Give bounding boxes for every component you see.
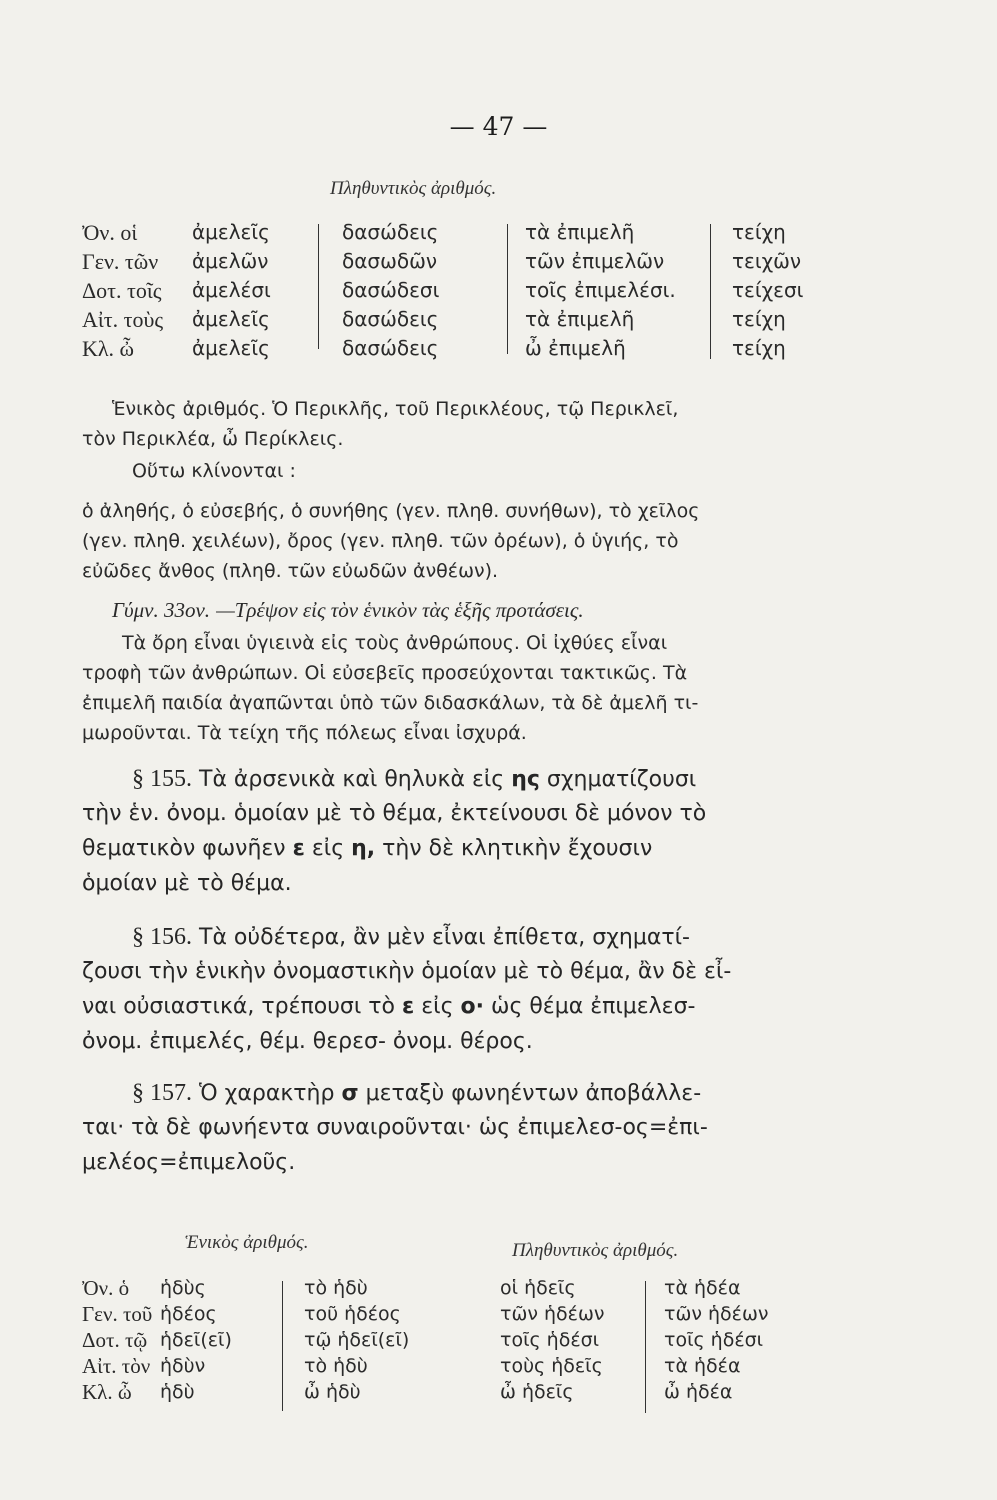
text-span: Ὁ χαρακτὴρ <box>199 1081 335 1106</box>
masculine-column <box>192 218 271 363</box>
exercise-instruction: —Τρέψον εἰς τὸν ἑνικὸν τὰς ἑξῆς προτάσεις. <box>216 598 584 622</box>
text-span: τὴν δὲ κλητικὴν ἔχουσιν <box>382 836 653 861</box>
text-line: μωροῦνται. Τὰ τείχη τῆς πόλεως εἶναι ἰσχυρά. <box>82 722 527 744</box>
vowel-highlight: ε <box>292 836 305 861</box>
table-cell: ἀμελεῖς <box>192 220 270 244</box>
plural-heading: Πληθυντικὸς ἀριθμός. <box>330 178 497 199</box>
table-cell: τῶν ἡδέων <box>500 1303 605 1325</box>
case-label: Κλ. ὦ <box>82 336 135 361</box>
text-line: τὸν Περικλέα, ὦ Περίκλεις. <box>82 428 344 450</box>
table-cell: ὦ ἡδεῖς <box>500 1381 574 1403</box>
table-cell: τοῖς ἡδέσι <box>664 1329 764 1351</box>
table-cell: τείχη <box>732 220 786 244</box>
column-divider <box>710 224 711 359</box>
table-cell: δασώδεις <box>342 336 439 360</box>
text-line: Οὕτω κλίνονται : <box>132 460 296 482</box>
text-line <box>82 766 842 801</box>
vowel-highlight: ο· <box>460 994 485 1019</box>
text-line: (γεν. πληθ. χειλέων), ὄρος (γεν. πληθ. τῶν ὀρέων), ὁ ὑγιής, τὸ <box>82 530 679 552</box>
decline-intro <box>132 460 892 490</box>
exercise-ref: Γύμν. 33ον. <box>112 598 211 622</box>
table-cell: τοῖς ἡδέσι <box>500 1329 600 1351</box>
text-span: εἰς <box>311 836 345 861</box>
bottom-singular-heading: Ἑνικὸς ἀριθμός. <box>185 1232 309 1253</box>
case-label: Αἰτ. τοὺς <box>82 307 164 332</box>
text-line <box>82 924 842 959</box>
top-declension-table <box>82 218 842 368</box>
section-number: § 155. <box>132 766 192 792</box>
vowel-highlight: ε <box>402 994 415 1019</box>
text-span: ὡς θέμα ἐπιμελεσ- <box>491 994 696 1019</box>
bottom-plural-heading: Πληθυντικὸς ἀριθμός. <box>512 1240 679 1261</box>
text-line: εὐῶδες ἄνθος (πληθ. τῶν εὐωδῶν ἀνθέων). <box>82 560 499 582</box>
table-cell: τῶν ἐπιμελῶν <box>525 249 665 273</box>
column-divider <box>318 224 319 349</box>
adjective-column <box>342 218 439 363</box>
column-divider <box>507 224 508 354</box>
singular-paragraph-cont <box>82 428 842 458</box>
text-line: ὀνομ. ἐπιμελές, θέμ. θερεσ- ὀνομ. θέρος. <box>82 1029 533 1054</box>
text-line: Τὰ ὄρη εἶναι ὑγιεινὰ εἰς τοὺς ἀνθρώπους. Οἱ ἰχθύες εἶναι <box>122 632 668 654</box>
table-cell: ἡδὺς <box>160 1277 206 1299</box>
case-label: Αἰτ. τὸν <box>82 1354 151 1378</box>
text-line <box>82 994 842 1029</box>
table-cell: ἀμελέσι <box>192 278 271 302</box>
decline-list <box>82 500 842 590</box>
table-cell: τείχεσι <box>732 278 804 302</box>
table-cell: ἡδέος <box>160 1303 217 1325</box>
noun-column <box>732 218 803 363</box>
table-cell: τείχη <box>732 307 786 331</box>
table-cell: τὰ ἐπιμελῆ <box>525 307 635 331</box>
vowel-highlight: η, <box>351 836 376 861</box>
table-cell: τῶν ἡδέων <box>664 1303 769 1325</box>
section-155 <box>82 766 842 906</box>
table-cell: τὰ ἐπιμελῆ <box>525 220 635 244</box>
text-line <box>82 1080 842 1115</box>
masc-singular-column <box>160 1275 232 1405</box>
table-cell: ἡδεῖ(εῖ) <box>160 1329 232 1351</box>
case-label: Ὀν. ὁ <box>82 1276 130 1300</box>
table-cell: τοῦ ἡδέος <box>304 1303 401 1325</box>
text-span: θεματικὸν φωνῆεν <box>82 836 286 861</box>
text-line: ἐπιμελῆ παιδία ἀγαπῶνται ὑπὸ τῶν διδασκάλων, τὰ δὲ ἀμελῆ τι- <box>82 692 699 714</box>
sigma-highlight: σ <box>341 1081 359 1106</box>
table-cell: τοῖς ἐπιμελέσι. <box>525 278 676 302</box>
table-cell: τὰ ἡδέα <box>664 1355 741 1377</box>
table-cell: τὰ ἡδέα <box>664 1277 741 1299</box>
text-line: μελέος=ἐπιμελοῦς. <box>82 1150 296 1175</box>
case-label: Δοτ. τῷ <box>82 1328 148 1352</box>
table-cell: ὦ ἡδὺ <box>304 1381 361 1403</box>
case-label: Δοτ. τοῖς <box>82 278 162 303</box>
bottom-declension-table <box>82 1275 842 1415</box>
text-line: Ἑνικὸς ἀριθμός. Ὁ Περικλῆς, τοῦ Περικλέους, τῷ Περικλεῖ, <box>112 398 679 420</box>
table-cell: ἀμελεῖς <box>192 307 270 331</box>
singular-paragraph <box>112 398 832 428</box>
text-line: ὁμοίαν μὲ τὸ θέμα. <box>82 871 292 896</box>
table-cell: ἡδὺν <box>160 1355 206 1377</box>
text-line: ται· τὰ δὲ φωνήεντα συναιροῦνται· ὡς ἐπιμελεσ-ος=ἐπι- <box>82 1115 708 1140</box>
text-span: μεταξὺ φωνηέντων ἀποβάλλε- <box>365 1081 702 1106</box>
masc-plural-column <box>500 1275 604 1405</box>
table-cell: τοὺς ἡδεῖς <box>500 1355 603 1377</box>
case-label: Ὀν. οἱ <box>82 220 138 245</box>
text-span: εἰς <box>421 994 454 1019</box>
text-span: σχηματίζουσι <box>546 767 697 792</box>
case-column <box>82 1275 152 1405</box>
table-cell: τείχη <box>732 336 786 360</box>
text-line: ὁ ἀληθής, ὁ εὐσεβής, ὁ συνήθης (γεν. πληθ. συνήθων), τὸ χεῖλος <box>82 500 700 522</box>
case-label: Γεν. τῶν <box>82 249 159 274</box>
table-cell: ἀμελεῖς <box>192 336 270 360</box>
table-cell: δασωδῶν <box>342 249 437 273</box>
exercise-body <box>82 632 842 752</box>
case-label: Γεν. τοῦ <box>82 1302 153 1326</box>
table-cell: ὦ ἐπιμελῆ <box>525 336 626 360</box>
neuter-singular-column <box>304 1275 409 1405</box>
table-cell: οἱ ἡδεῖς <box>500 1277 576 1299</box>
text-span: Τὰ ἀρσενικὰ καὶ θηλυκὰ εἰς <box>199 767 505 792</box>
case-label: Κλ. ὦ <box>82 1380 132 1404</box>
table-cell: τὸ ἡδὺ <box>304 1355 368 1377</box>
section-number: § 157. <box>132 1080 192 1106</box>
text-line: τὴν ἑν. ὀνομ. ὁμοίαν μὲ τὸ θέμα, ἐκτείνουσι δὲ μόνον τὸ <box>82 801 707 826</box>
table-cell: δασώδεσι <box>342 278 440 302</box>
neuter-column <box>525 218 676 363</box>
table-cell: τὸ ἡδὺ <box>304 1277 368 1299</box>
column-divider <box>282 1281 283 1411</box>
table-cell: τῷ ἡδεῖ(εῖ) <box>304 1329 410 1351</box>
text-line <box>112 598 872 628</box>
table-cell: ἀμελῶν <box>192 249 269 273</box>
section-156 <box>82 924 842 1064</box>
section-157 <box>82 1080 842 1185</box>
text-span: Τὰ οὐδέτερα, ἂν μὲν εἶναι ἐπίθετα, σχηματί- <box>199 925 690 950</box>
exercise-heading <box>112 598 872 628</box>
table-cell: τειχῶν <box>732 249 802 273</box>
column-divider <box>645 1281 646 1413</box>
text-line: τροφὴ τῶν ἀνθρώπων. Οἱ εὐσεβεῖς προσεύχονται τακτικῶς. Τὰ <box>82 662 688 684</box>
section-number: § 156. <box>132 924 192 950</box>
table-cell: ὦ ἡδέα <box>664 1381 733 1403</box>
table-cell: δασώδεις <box>342 307 439 331</box>
text-line: ζουσι τὴν ἑνικὴν ὀνομαστικὴν ὁμοίαν μὲ τὸ θέμα, ἂν δὲ εἶ- <box>82 959 732 984</box>
case-column <box>82 218 163 363</box>
text-span: ναι οὐσιαστικά, τρέπουσι τὸ <box>82 994 396 1019</box>
ending-highlight: ης <box>511 767 540 792</box>
neuter-plural-column <box>664 1275 768 1405</box>
text-line <box>82 836 842 871</box>
page-number: — 47 — <box>449 112 548 141</box>
table-cell: δασώδεις <box>342 220 439 244</box>
table-cell: ἡδὺ <box>160 1381 195 1403</box>
